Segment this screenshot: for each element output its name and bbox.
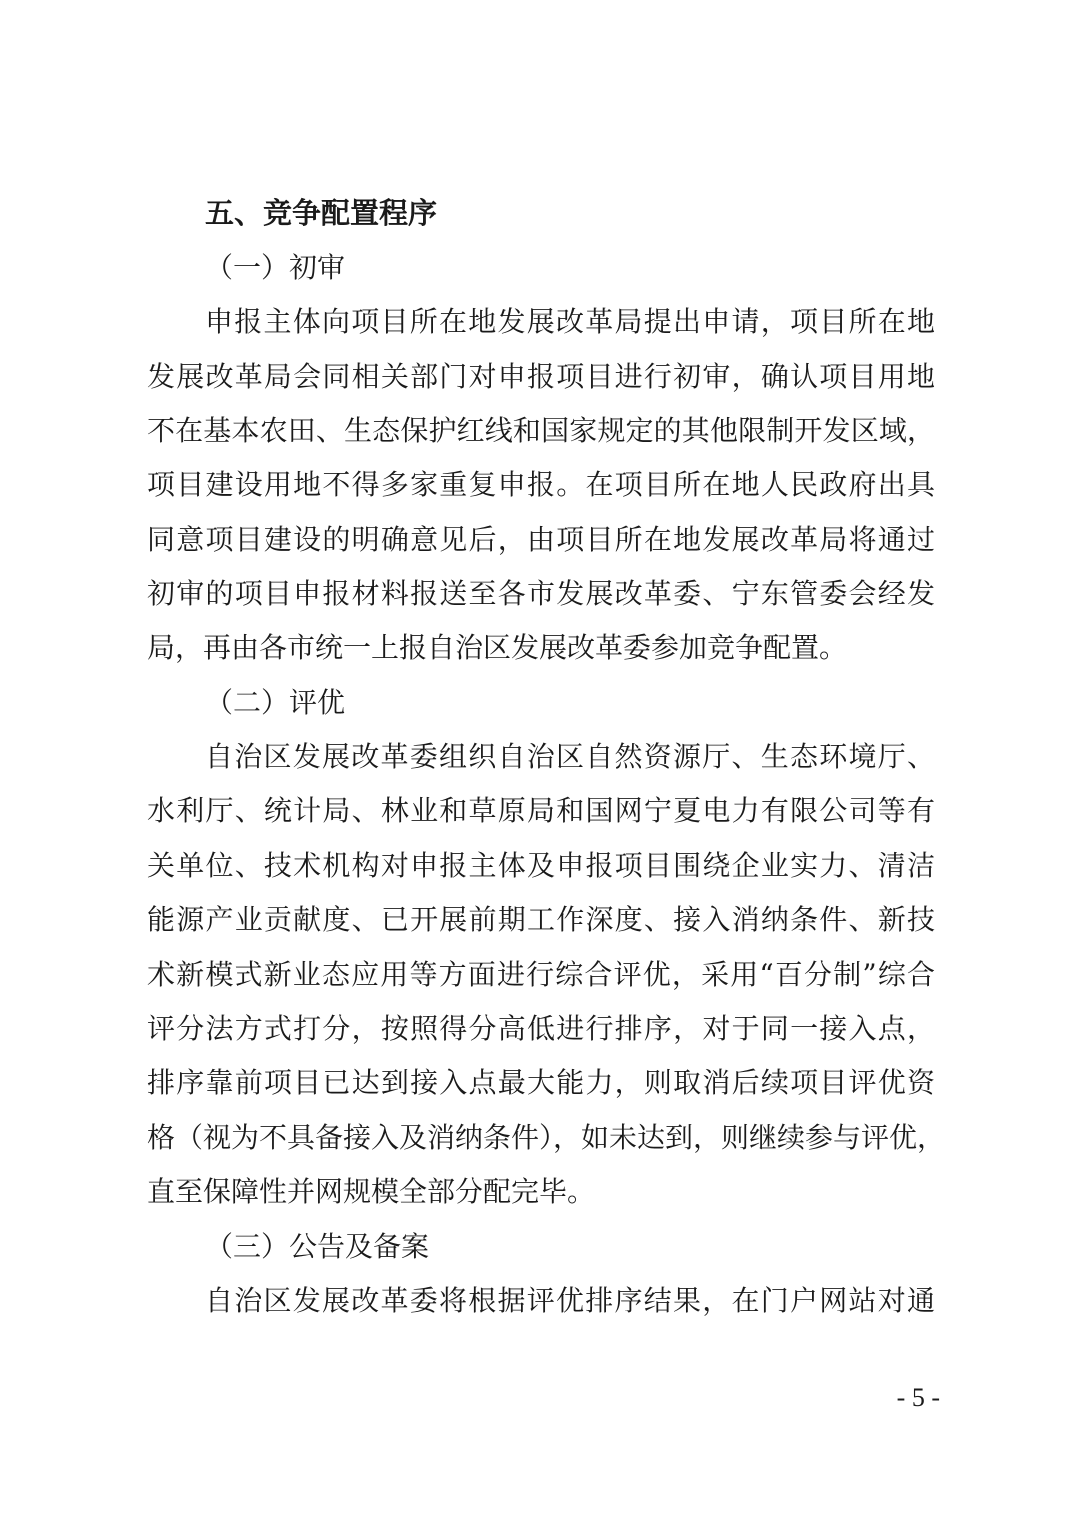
paragraph-line: 发展改革局会同相关部门对申报项目进行初审，确认项目用地 <box>147 360 935 393</box>
subsection-heading: （三）公告及备案 <box>205 1230 430 1263</box>
paragraph-line: 直至保障性并网规模全部分配完毕。 <box>147 1175 596 1208</box>
paragraph-line: 格（视为不具备接入及消纳条件），如未达到，则继续参与评优， <box>147 1121 946 1154</box>
subsection-heading: （一）初审 <box>205 251 346 284</box>
paragraph-line: 局，再由各市统一上报自治区发展改革委参加竞争配置。 <box>147 631 848 664</box>
paragraph-line: 同意项目建设的明确意见后，由项目所在地发展改革局将通过 <box>147 523 935 556</box>
paragraph-line: 水利厅、统计局、林业和草原局和国网宁夏电力有限公司等有 <box>147 794 935 827</box>
paragraph-line: 能源产业贡献度、已开展前期工作深度、接入消纳条件、新技 <box>147 903 935 936</box>
page-number: - 5 - <box>896 1383 940 1412</box>
paragraph-line: 初审的项目申报材料报送至各市发展改革委、宁东管委会经发 <box>147 577 935 610</box>
paragraph-line: 评分法方式打分，按照得分高低进行排序，对于同一接入点， <box>147 1012 935 1045</box>
paragraph-line: 关单位、技术机构对申报主体及申报项目围绕企业实力、清洁 <box>147 849 935 882</box>
paragraph-line: 排序靠前项目已达到接入点最大能力，则取消后续项目评优资 <box>147 1066 935 1099</box>
paragraph-line: 申报主体向项目所在地发展改革局提出申请，项目所在地 <box>205 305 935 338</box>
paragraph-line: 项目建设用地不得多家重复申报。在项目所在地人民政府出具 <box>147 468 935 501</box>
subsection-heading: （二）评优 <box>205 686 346 719</box>
paragraph-line: 自治区发展改革委组织自治区自然资源厅、生态环境厅、 <box>205 740 935 773</box>
paragraph-line: 自治区发展改革委将根据评优排序结果，在门户网站对通 <box>205 1284 935 1317</box>
paragraph-line: 不在基本农田、生态保护红线和国家规定的其他限制开发区域， <box>147 414 935 447</box>
paragraph-line: 术新模式新业态应用等方面进行综合评优，采用“百分制”综合 <box>147 958 935 991</box>
section-title: 五、竞争配置程序 <box>205 196 438 230</box>
